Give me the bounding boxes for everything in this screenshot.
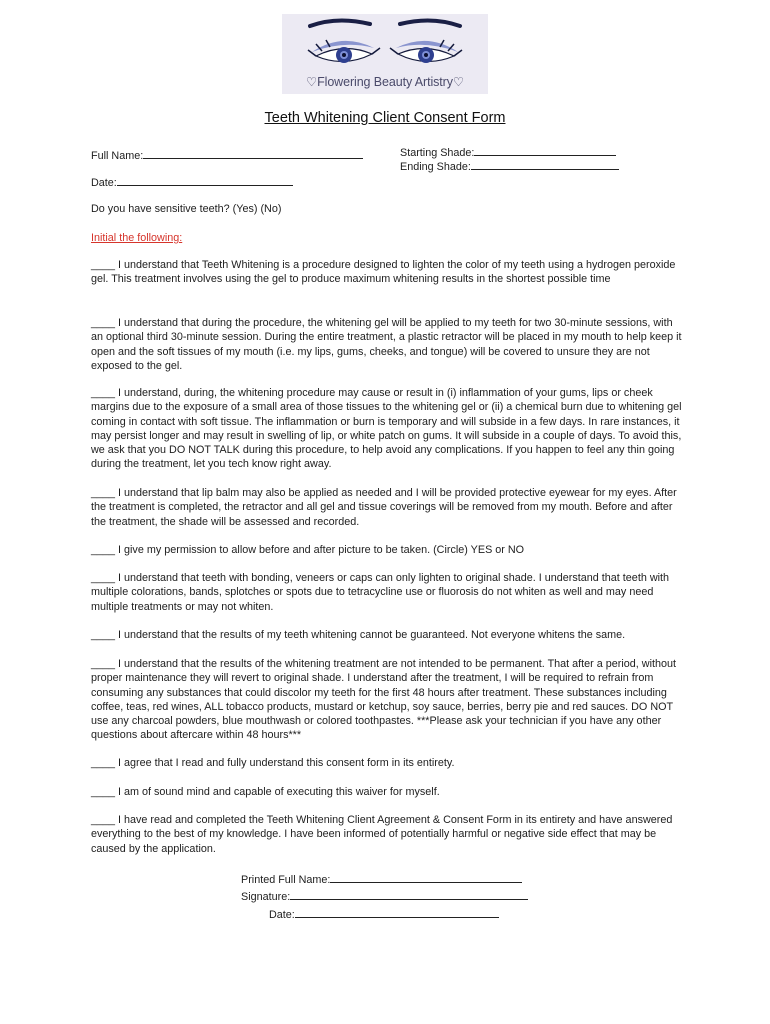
clause-9: ____ I agree that I read and fully understand this consent form in its entirety. xyxy=(91,757,455,769)
brand-name: ♡Flowering Beauty Artistry♡ xyxy=(306,75,464,89)
date-label: Date: xyxy=(91,177,117,189)
clause-6: ____ I understand that teeth with bonding, veneers or caps can only lighten to original shade. I understand that teeth with multiple colorations, bands, splotches or spots due to tetracycline use or fluorosis do not whiten as well and may need multiple treatments or may not whiten. xyxy=(91,572,670,613)
signature-date-label: Date: xyxy=(269,909,295,921)
signature-date-field xyxy=(269,906,499,922)
clause-1: ____ I understand that Teeth Whitening is a procedure designed to lighten the color of my teeth using a hydrogen peroxide gel. This treatment involves using the gel to produce maximum whitening results in the shortest possible time xyxy=(91,259,676,286)
starting-shade-label: Starting Shade: xyxy=(400,147,475,159)
date-field xyxy=(91,174,293,190)
full-name-input[interactable] xyxy=(143,147,363,159)
printed-name-label: Printed Full Name: xyxy=(241,874,331,886)
starting-shade-input[interactable] xyxy=(474,144,616,156)
ending-shade-field xyxy=(400,158,619,174)
clause-8: ____ I understand that the results of the whitening treatment are not intended to be permanent. That after a period, without proper maintenance they will revert to original shade. I understand after the treatment, I will be required to refrain from consuming any substances that could discolor my teeth for the first 48 hours after treatment. These substances including coffee, teas, red wines, ALL tobacco products, mustard or ketchup, soy sauce, berries, berry pie and red sauces. DO NOT use any charcoal powders, blue mouthwash or colored toothpastes. ***Please ask your technician if you have any other questions about aftercare within 48 hours*** xyxy=(91,658,677,742)
signature-input[interactable] xyxy=(290,888,528,900)
clause-4: ____ I understand that lip balm may also be applied as needed and I will be provided protective eyewear for my eyes. After the treatment is completed, the retractor and all gel and tissue coverings will be removed from my mouth. Before and after the treatment, the shade will be assessed and recorded. xyxy=(91,487,677,528)
logo xyxy=(282,14,488,94)
printed-name-input[interactable] xyxy=(330,871,522,883)
full-name-label: Full Name: xyxy=(91,150,144,162)
clause-7: ____ I understand that the results of my teeth whitening cannot be guaranteed. Not everyone whitens the same. xyxy=(91,629,626,641)
signature-date-input[interactable] xyxy=(295,906,499,918)
clause-10: ____ I am of sound mind and capable of executing this waiver for myself. xyxy=(91,786,440,798)
clause-11: ____ I have read and completed the Teeth Whitening Client Agreement & Consent Form in its entirety and have answered everything to the best of my knowledge. I have been informed of potentially harmful or negative side effect that may be caused by the application. xyxy=(91,814,673,855)
full-name-field xyxy=(91,147,363,163)
ending-shade-label: Ending Shade: xyxy=(400,161,471,173)
date-input[interactable] xyxy=(117,174,293,186)
clause-3: ____ I understand, during, the whitening procedure may cause or result in (i) inflammation of your gums, lips or cheek margins due to the exposure of a small area of those tissues to the whitening gel or (ii) a chemical burn due to whitening gel coming in contact with soft tissue. The inflammation or burn is temporary and will subside in a few days. In rare instances, it may persist longer and may result in swelling of lip, or white patch on gums. It will subside in a couple of days. To avoid this, we ask that you DO NOT TALK during this procedure, to help avoid any complications. If you happen to feel any thin going during the treatment, let you tech know right away. xyxy=(91,387,682,471)
ending-shade-input[interactable] xyxy=(471,158,619,170)
sensitive-teeth-question: Do you have sensitive teeth? (Yes) (No) xyxy=(91,203,282,215)
signature-label: Signature: xyxy=(241,891,291,903)
clause-2: ____ I understand that during the procedure, the whitening gel will be applied to my teeth for two 30-minute sessions, with an optional third 30-minute session. During the entire treatment, a plastic retractor will be placed in my mouth to help keep it open and the soft tissues of my mouth (i.e. my lips, gums, cheeks, and tongue) will be covered to unsure they are not exposed to the gel. xyxy=(91,317,682,372)
signature-field xyxy=(241,888,528,904)
initial-heading: Initial the following: xyxy=(91,232,183,244)
clause-5: ____ I give my permission to allow before and after picture to be taken. (Circle) YES or NO xyxy=(91,544,525,556)
form-title: Teeth Whitening Client Consent Form xyxy=(264,110,506,126)
printed-name-field xyxy=(241,871,522,887)
